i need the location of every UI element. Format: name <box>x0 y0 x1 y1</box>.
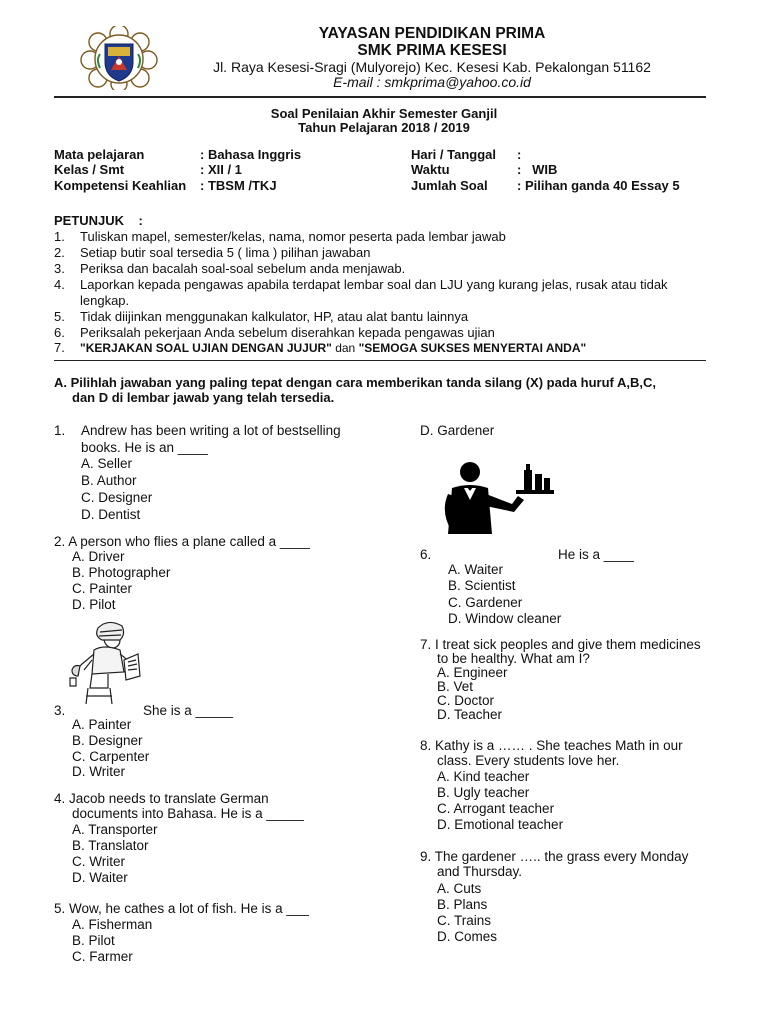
foundation-name: YAYASAN PENDIDIKAN PRIMA <box>318 25 546 42</box>
question-text-line: 3. <box>54 703 66 718</box>
question-text-line: A. Fisherman <box>72 917 153 932</box>
question-text-line: C. Arrogant teacher <box>437 801 555 816</box>
instruction-number: 5. <box>54 309 65 324</box>
question-text-line: D. Gardener <box>420 423 495 438</box>
question-text-line: C. Gardener <box>448 595 523 610</box>
question-text-line: A. Waiter <box>448 562 504 577</box>
question-count-value: : Pilihan ganda 40 Essay 5 <box>517 178 680 193</box>
question-text-line: C. Farmer <box>72 949 133 964</box>
question-text-line: 9. The gardener ….. the grass every Monday <box>420 849 689 864</box>
question-text-line: A. Cuts <box>437 881 482 896</box>
question-text-line: B. Vet <box>437 679 474 694</box>
instruction-number: 4. <box>54 277 65 292</box>
instructions-heading: PETUNJUK : <box>54 213 143 228</box>
question-text-line: books. He is an ____ <box>81 440 208 455</box>
competency-label: Kompetensi Keahlian <box>54 178 187 193</box>
question-text-line: C. Doctor <box>437 693 495 708</box>
question-text-line: B. Scientist <box>448 578 516 593</box>
question-text-line: C. Designer <box>81 490 153 505</box>
question-text-line: A. Driver <box>72 549 125 564</box>
question-text-line: She is a _____ <box>143 703 234 718</box>
question-text-line: 5. Wow, he cathes a lot of fish. He is a ___ <box>54 901 309 916</box>
question-text-line: B. Plans <box>437 897 488 912</box>
artist-painting-illustration <box>64 614 144 706</box>
section-a-line-2: dan D di lembar jawab yang telah tersedia. <box>72 390 335 405</box>
question-text-line: to be healthy. What am I? <box>437 651 590 666</box>
instruction-emphasis: "SEMOGA SUKSES MENYERTAI ANDA" <box>358 341 587 355</box>
question-text-line: 2. A person who flies a plane called a ____ <box>54 534 310 549</box>
time-label: Waktu <box>411 162 450 177</box>
school-address: Jl. Raya Kesesi-Sragi (Mulyorejo) Kec. Kesesi Kab. Pekalongan 51162 <box>213 59 651 75</box>
question-text-line: D. Comes <box>437 929 498 944</box>
question-text-line: A. Transporter <box>72 822 158 837</box>
section-a-line-1: A. Pilihlah jawaban yang paling tepat dengan cara memberikan tanda silang (X) pada huruf A,B,C, <box>54 375 656 390</box>
question-text-line: A. Engineer <box>437 665 508 680</box>
exam-title: Soal Penilaian Akhir Semester Ganjil <box>270 106 498 121</box>
question-text-line: and Thursday. <box>437 864 523 879</box>
question-text-line: 1. <box>54 423 66 438</box>
question-text-line: D. Dentist <box>81 507 141 522</box>
letterhead-divider <box>54 96 706 98</box>
question-text-line: 4. Jacob needs to translate German <box>54 791 269 806</box>
question-text-line: B. Designer <box>72 733 143 748</box>
day-label: Hari / Tanggal <box>411 147 496 162</box>
school-name: SMK PRIMA KESESI <box>357 42 507 59</box>
subject-label: Mata pelajaran <box>54 147 145 162</box>
instruction-number: 3. <box>54 261 65 276</box>
question-text-line: C. Painter <box>72 581 133 596</box>
instruction-text: Tuliskan mapel, semester/kelas, nama, nomor peserta pada lembar jawab <box>80 229 506 244</box>
question-text-line: 7. I treat sick peoples and give them medicines <box>420 637 701 652</box>
instruction-number: 1. <box>54 229 65 244</box>
exam-year: Tahun Pelajaran 2018 / 2019 <box>298 120 470 135</box>
instructions-divider <box>54 360 706 361</box>
day-value: : <box>517 147 522 162</box>
question-text-line: 8. Kathy is a …… . She teaches Math in our <box>420 738 683 753</box>
question-text-line: C. Carpenter <box>72 749 150 764</box>
subject-value: : Bahasa Inggris <box>200 147 302 162</box>
question-text-line: B. Ugly teacher <box>437 785 530 800</box>
class-label: Kelas / Smt <box>54 162 125 177</box>
instruction-text: Periksalah pekerjaan Anda sebelum diserahkan kepada pengawas ujian <box>80 325 495 340</box>
instruction-number: 7. <box>54 340 65 355</box>
question-count-label: Jumlah Soal <box>411 178 488 193</box>
question-text-line: A. Painter <box>72 717 132 732</box>
question-text-line: D. Teacher <box>437 707 503 722</box>
instruction-text: Setiap butir soal tersedia 5 ( lima ) pilihan jawaban <box>80 245 371 260</box>
question-text-line: B. Photographer <box>72 565 171 580</box>
time-value: : WIB <box>517 162 558 177</box>
question-text-line: B. Author <box>81 473 137 488</box>
question-text-line: 6. <box>420 547 432 562</box>
question-text-line: D. Waiter <box>72 870 128 885</box>
instruction-connector: dan <box>331 341 359 355</box>
question-text-line: B. Translator <box>72 838 149 853</box>
question-text-line: He is a ____ <box>558 547 634 562</box>
instruction-emphasis: "KERJAKAN SOAL UJIAN DENGAN JUJUR" <box>80 341 332 355</box>
competency-value: : TBSM /TKJ <box>200 178 277 193</box>
instruction-number: 2. <box>54 245 65 260</box>
question-text-line: documents into Bahasa. He is a _____ <box>72 806 304 821</box>
question-text-line: class. Every students love her. <box>437 753 620 768</box>
instruction-text: lengkap. <box>80 293 130 308</box>
instruction-text: Laporkan kepada pengawas apabila terdapat lembar soal dan LJU yang kurang jelas, rusak atau tidak <box>80 277 668 292</box>
question-text-line: C. Writer <box>72 854 125 869</box>
instruction-number: 6. <box>54 325 65 340</box>
question-text-line: D. Window cleaner <box>448 611 562 626</box>
question-text-line: D. Pilot <box>72 597 116 612</box>
question-text-line: D. Emotional teacher <box>437 817 564 832</box>
question-text-line: Andrew has been writing a lot of bestselling <box>81 423 341 438</box>
question-text-line: D. Writer <box>72 764 125 779</box>
waiter-serving-tray-icon <box>440 460 556 536</box>
school-email: E-mail : smkprima@yahoo.co.id <box>333 74 531 90</box>
question-text-line: A. Kind teacher <box>437 769 530 784</box>
question-text-line: A. Seller <box>81 456 133 471</box>
question-text-line: C. Trains <box>437 913 492 928</box>
class-value: : XII / 1 <box>200 162 242 177</box>
question-text-line: B. Pilot <box>72 933 115 948</box>
instruction-text: Periksa dan bacalah soal-soal sebelum anda menjawab. <box>80 261 406 276</box>
instruction-text: Tidak diijinkan menggunakan kalkulator, HP, atau alat bantu lainnya <box>80 309 469 324</box>
